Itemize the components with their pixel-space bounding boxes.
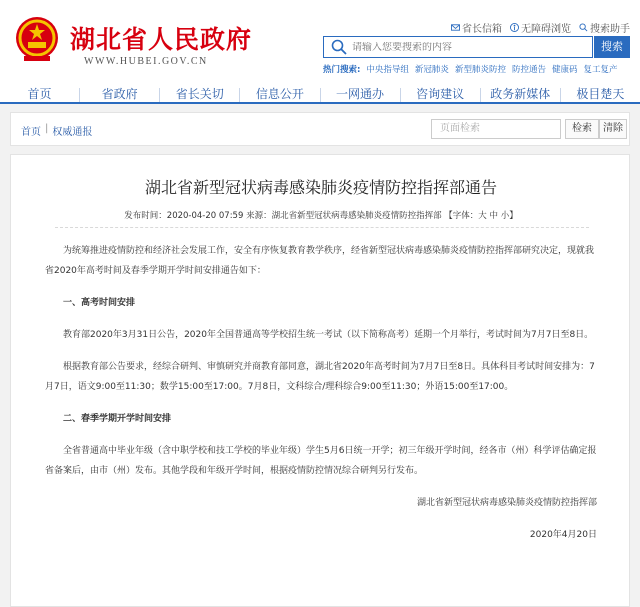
page-search-input[interactable]: 页面检索 — [431, 119, 561, 139]
hot-search-item[interactable]: 新冠肺炎 — [414, 65, 449, 75]
article-body — [45, 241, 597, 557]
hot-searches-label: 热门搜索: — [323, 65, 361, 75]
breadcrumb-separator: | — [45, 123, 49, 134]
national-emblem-icon — [14, 14, 60, 64]
site-url: WWW.HUBEI.GOV.CN — [84, 56, 208, 67]
nav-item-consultation[interactable]: 咨询建议 — [401, 88, 481, 102]
top-links — [451, 20, 630, 35]
nav-item-home[interactable]: 首页 — [0, 88, 80, 102]
hot-search-item[interactable]: 防控通告 — [511, 65, 546, 75]
nav-item-governor-concerns[interactable]: 省长关切 — [160, 88, 240, 102]
governor-mailbox-link[interactable]: 省长信箱 — [451, 20, 502, 35]
article — [10, 154, 630, 607]
paragraph: 全省普通高中毕业年级（含中职学校和技工学校的毕业年级）学生5月6日统一开学；初三年级开学时间，经各市（州）科学评估确定报省备案后，由市（州）发布。其他学段和年级开学时间，根据疫情防控情况综合研判另行发布。 — [45, 446, 597, 476]
search-box — [323, 36, 593, 58]
mail-icon — [451, 23, 460, 32]
hot-search-item[interactable]: 新型肺炎防控 — [454, 65, 506, 75]
breadcrumb-current[interactable]: 权威通报 — [52, 127, 93, 138]
nav-item-info-disclosure[interactable]: 信息公开 — [240, 88, 320, 102]
hot-search-item[interactable]: 健康码 — [551, 65, 578, 75]
accessibility-link[interactable]: 无障碍浏览 — [510, 20, 571, 35]
breadcrumb-home[interactable]: 首页 — [21, 127, 41, 138]
search-assistant-link[interactable]: 搜索助手 — [579, 20, 630, 35]
main-nav — [0, 88, 640, 104]
nav-item-one-stop-service[interactable]: 一网通办 — [321, 88, 401, 102]
hot-search-item[interactable]: 复工复产 — [583, 65, 618, 75]
paragraph: 教育部2020年3月31日公告，2020年全国普通高等学校招生统一考试（以下简称高考）延期一个月举行，考试时间为7月7日至8日。 — [63, 330, 594, 340]
date: 2020年4月20日 — [529, 530, 597, 540]
site-title[interactable]: 湖北省人民政府 — [70, 25, 253, 54]
article-meta: 发布时间：2020-04-20 07:59 来源：湖北省新型冠状病毒感染肺炎疫情防控指挥部 【字体：大 中 小】 — [124, 211, 518, 221]
search-assistant-icon — [579, 23, 588, 32]
signature: 湖北省新型冠状病毒感染肺炎疫情防控指挥部 — [416, 498, 597, 508]
hot-search-item[interactable]: 中央指导组 — [366, 65, 409, 75]
section-heading: 二、春季学期开学时间安排 — [63, 414, 172, 424]
search-icon — [330, 38, 348, 56]
page-search-button[interactable]: 检索 — [565, 119, 599, 139]
divider — [55, 227, 589, 228]
hot-searches — [323, 63, 618, 75]
section-heading: 一、高考时间安排 — [63, 298, 136, 308]
search-button[interactable]: 搜索 — [594, 36, 630, 58]
site-header — [0, 0, 640, 88]
nav-item-jimu-chutian[interactable]: 极目楚天 — [576, 87, 625, 101]
nav-item-new-media[interactable]: 政务新媒体 — [481, 88, 561, 102]
breadcrumb — [21, 123, 92, 138]
accessibility-icon — [510, 23, 519, 32]
breadcrumb-bar — [10, 112, 630, 146]
clear-button[interactable]: 清除 — [599, 119, 627, 139]
paragraph: 根据教育部公告要求，经综合研判、审慎研究并商教育部同意，湖北省2020年高考时间为7月7日至8日。具体科目考试时间安排为：7月7日，语文9:00至11:30；数学15:00至17:00。7月8日，文科综合/理科综合9:00至11:30；外语15:00至17:00。 — [45, 362, 595, 392]
article-title: 湖北省新型冠状病毒感染肺炎疫情防控指挥部通告 — [144, 178, 497, 197]
paragraph: 为统筹推进疫情防控和经济社会发展工作，安全有序恢复教育教学秩序，经省新型冠状病毒感染肺炎疫情防控指挥部研究决定，现就我省2020年高考时间及春季学期开学时间安排通告如下： — [45, 246, 595, 276]
search-input[interactable] — [352, 42, 572, 53]
nav-item-government[interactable]: 省政府 — [80, 88, 160, 102]
